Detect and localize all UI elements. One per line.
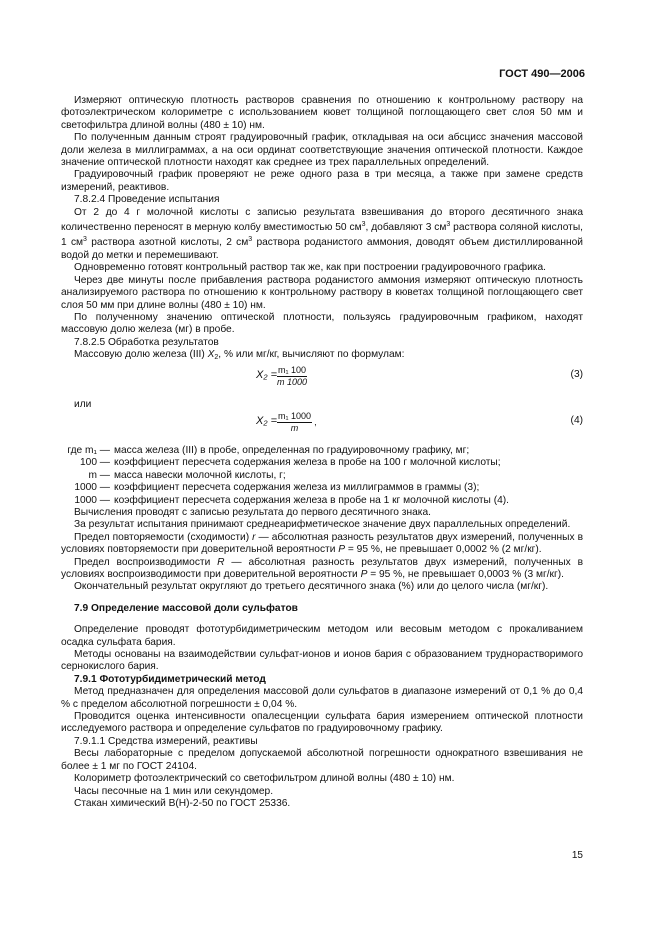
paragraph: Массовую долю железа (III) $X_2$, % или мг/кг, вычисляют по формулам: [74,349,405,362]
paragraph: Предел повторяемости (сходимости) r — абсолютная разность результатов двух измерений, полученных в условиях повторяемости при доверительной вероятности P = 95 %, не превышает 0,0002 % (2 мг/кг). [61,531,583,556]
paragraph: Предел воспроизводимости R — абсолютная разность результатов двух измерений, полученных в условиях воспроизводимости при доверительной вероятности P = 95 %, не превышает 0,0003 % (3 мг/кг). [61,556,583,580]
paragraph: 7.8.2.5 Обработка результатов [74,336,219,348]
section-heading: 7.9 Определение массовой доли сульфатов [74,602,298,614]
definition-text: коэффициент пересчета содержания железа в пробе на 1 кг молочной кислоты (4). [114,494,509,506]
formula-tail: , [314,416,317,427]
definition-term: m — [88,469,110,481]
paragraph: Через две минуты после прибавления раствора роданистого аммония измеряют оптическую плотность анализируемого раствора по отношению к контрольному раствору в кюветах толщиной поглощающего свет слоя 50 мм при длине волны (480 ± 10) нм. [61,274,583,311]
paragraph: Измеряют оптическую плотность растворов сравнения по отношению к контрольному раствору на фотоэлектрическом колориметре с использованием кювет толщиной поглощающего свет слоя 50 мм и светофильтра длиной волны (480 ± 10) нм. [61,95,583,131]
paragraph: 7.8.2.4 Проведение испытания [74,194,220,206]
paragraph: Стакан химический В(Н)-2-50 по ГОСТ 25336. [74,797,291,809]
document-body [61,95,583,810]
paragraph: Окончательный результат округляют до третьего десятичного знака (%) или до целого числа (мг/кг). [74,581,549,593]
formula-lhs: X₂ = [256,414,278,427]
definition-text: коэффициент пересчета содержания железа из миллиграммов в граммы (3); [114,482,480,494]
formula-fraction [277,410,317,434]
definition-term: 1000 — [74,494,110,506]
definition-item [61,457,583,469]
page-number: 15 [571,850,583,861]
paragraph: Проводится оценка интенсивности опалесценции сульфата бария измерением оптической плотности исследуемого раствора и определение сульфатов по градуировочному графику. [61,711,583,735]
definition-item [61,495,583,507]
formula-denominator: m [290,422,299,433]
definition-text: масса навески молочной кислоты, г; [114,469,286,481]
formula-number: (4) [570,414,583,426]
paragraph: Одновременно готовят контрольный раствор так же, как при построении градуировочного графика. [74,262,546,274]
paragraph: Градуировочный график проверяют не реже одного раза в три месяца, а также при замене средств измерений, реактивов. [61,169,583,193]
formula-fraction [277,365,307,388]
paragraph: По полученным данным строят градуировочный график, откладывая на оси абсцисс значения массовой доли железа в миллиграммах, а на оси ординат соответствующие значения оптической плотности. Каждое значение оптической плотности находят как среднее из трех параллельных определений. [61,132,583,169]
formula [61,365,583,399]
definition-text: масса железа (III) в пробе, определенная по градуировочному графику, мг; [114,444,470,456]
definition-item [61,470,583,482]
definition-term: 1000 — [74,482,110,494]
paragraph: От 2 до 4 г молочной кислоты с записью результата взвешивания до второго десятичного знака количественно переносят в мерную колбу вместимостью 50 $см^3$, добавляют 3 $см^3$ раствора соляной кислоты, 1 $см^3$ раствора азотной кислоты, 2 $см^3$ раствора роданистого аммония, доводят объем дистиллированной водой до метки и перемешивают. [61,206,583,261]
paragraph: Методы основаны на взаимодействии сульфат-ионов и ионов бария с образованием труднорастворимого сернокислого бария. [61,649,583,673]
formula-denominator: m 1000 [277,376,308,387]
subsection-heading: 7.9.1 Фототурбидиметрический метод [74,673,266,685]
paragraph: Метод предназначен для определения массовой доли сульфатов в диапазоне измерений от 0,1 % до 0,4 % с пределом абсолютной погрешности ± 0,04 %. [61,686,583,710]
paragraph: За результат испытания принимают среднеарифметическое значение двух параллельных определений. [74,519,571,531]
definition-term: 100 — [79,457,110,469]
paragraph: Колориметр фотоэлектрический со светофильтром длиной волны (480 ± 10) нм. [74,773,455,785]
paragraph: или [74,398,92,410]
definition-text: коэффициент пересчета содержания железа в пробе на 100 г молочной кислоты; [114,457,501,469]
formula-numerator: m₁ 1000 [278,410,312,421]
paragraph: Весы лабораторные с пределом допускаемой абсолютной погрешности однократного взвешивания не более ± 1 мг по ГОСТ 24104. [61,748,583,772]
paragraph: По полученному значению оптической плотности, пользуясь градуировочным графиком, находят массовую долю железа (мг) в пробе. [61,311,583,336]
paragraph: Вычисления проводят с записью результата до первого десятичного знака. [74,506,431,518]
definition-item [61,482,583,494]
standard-header: ГОСТ 490—2006 [499,68,585,80]
paragraph: Определение проводят фототурбидиметрическим методом или весовым методом с прокаливанием осадка сульфата бария. [61,624,583,648]
definition-term: где m₁ — [67,444,110,456]
paragraph: 7.9.1.1 Средства измерений, реактивы [74,735,258,747]
paragraph: Часы песочные на 1 мин или секундомер. [74,785,274,797]
definition-item [61,445,583,457]
formula-numerator: m₁ 100 [278,364,307,375]
formula-number: (3) [570,368,583,380]
formula-lhs: X₂ = [256,368,278,381]
formula [61,411,583,445]
